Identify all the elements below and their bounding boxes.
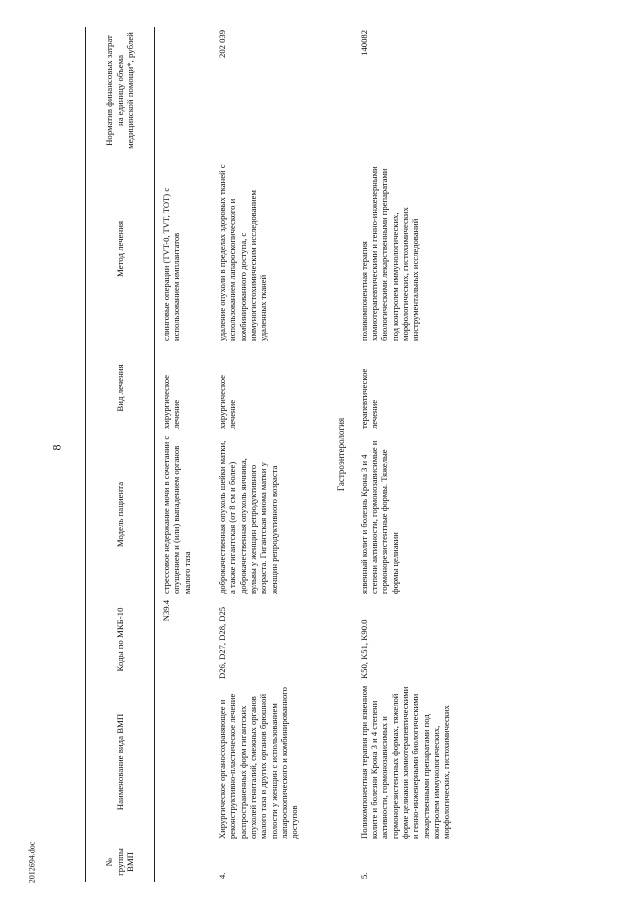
cell-type: терапевтическое лечение bbox=[358, 368, 380, 429]
cell-method: поликомпонентная терапия химиотерапевтическими и генно-инженерными биологическими лекарственными препаратами под контролем иммунологических, морфологических, гистохимических инструментальных исследований bbox=[358, 166, 421, 341]
cell-codes: D26, D27, D28, D25 bbox=[217, 606, 227, 679]
cell-model: язвенный колит и болезнь Крона 3 и 4 степени активности, гормонозависимые и гормонорезистентные формы. Тяжелые формы целиакии bbox=[358, 440, 400, 594]
header-row bbox=[86, 27, 155, 882]
cell-method: слинговые операции (TVT-0, TVT, TOT) с использованием имплантатов bbox=[161, 187, 182, 341]
section-title: Гастроэнтерология bbox=[336, 417, 346, 492]
vmp-table bbox=[85, 27, 511, 882]
header-type: Вид лечения bbox=[86, 344, 155, 432]
cell-model: стрессовое недержание мочи в сочетании с опущением и (или) выпадением органов малого таза bbox=[161, 435, 192, 594]
page-number: 8 bbox=[49, 444, 64, 451]
cell-norm bbox=[155, 27, 212, 154]
cell-norm: 140082 bbox=[358, 30, 369, 56]
section-row bbox=[329, 27, 353, 882]
cell-codes: K50, K51, K90.0 bbox=[358, 619, 369, 679]
cell-name: Хирургическое органосохраняющее и реконструктивно-пластическое лечение распространенных форм гигантских опухолей гениталий, смежных органов малого таза и других органов брюшной полости у женщин с использованием лапароскопического и комбинированного доступов bbox=[217, 687, 300, 839]
footer-code: 2012694.doc bbox=[27, 841, 37, 884]
cell-type: хирургическое лечение bbox=[217, 375, 238, 429]
cell-method: удаление опухоли в пределах здоровых тканей с использованием лапароскопического и комбинированного доступа, с иммуногистохимическим исследованием удаленных тканей bbox=[217, 164, 269, 341]
header-model: Модель пациента bbox=[86, 432, 155, 597]
cell-num bbox=[155, 842, 212, 882]
header-name: Наименование вида ВМП bbox=[86, 682, 155, 842]
cell-num: 5. bbox=[358, 872, 369, 879]
cell-norm: 202 039 bbox=[217, 30, 227, 58]
table-row bbox=[353, 27, 511, 882]
cell-codes: N39.4 bbox=[161, 600, 171, 622]
cell-name: Поликомпонентная терапия при язвенном колите и болезни Крона 3 и 4 степени активности, гормонозависимых и гормонорезистентных формах, тяжелой форме целиакии химиотерапевтическими и генно-инженерными биологическими лекарственными препаратами под контролем иммунологических, морфологических, гистохимических bbox=[358, 685, 452, 839]
rotated-table-container bbox=[85, 27, 625, 882]
cell-num: 4. bbox=[217, 872, 227, 879]
header-num: № группы ВМП bbox=[86, 842, 155, 882]
cell-model: доброкачественная опухоль шейки матки, а также гигантская (от 8 см и более) доброкачественная опухоль яичника, вульвы у женщин репродуктивного возраста. Гигантская миома матки у женщин репродуктивного возраста bbox=[217, 440, 279, 594]
cell-name bbox=[155, 682, 212, 842]
header-norm: Норматив финансовых затрат на единицу объема медицинской помощи*, рублей bbox=[86, 27, 155, 154]
header-codes: Коды по МКБ-10 bbox=[86, 597, 155, 682]
cell-type: хирургическое лечение bbox=[161, 375, 182, 429]
table-row bbox=[211, 27, 329, 882]
header-method: Метод лечения bbox=[86, 154, 155, 344]
table-row bbox=[155, 27, 212, 882]
